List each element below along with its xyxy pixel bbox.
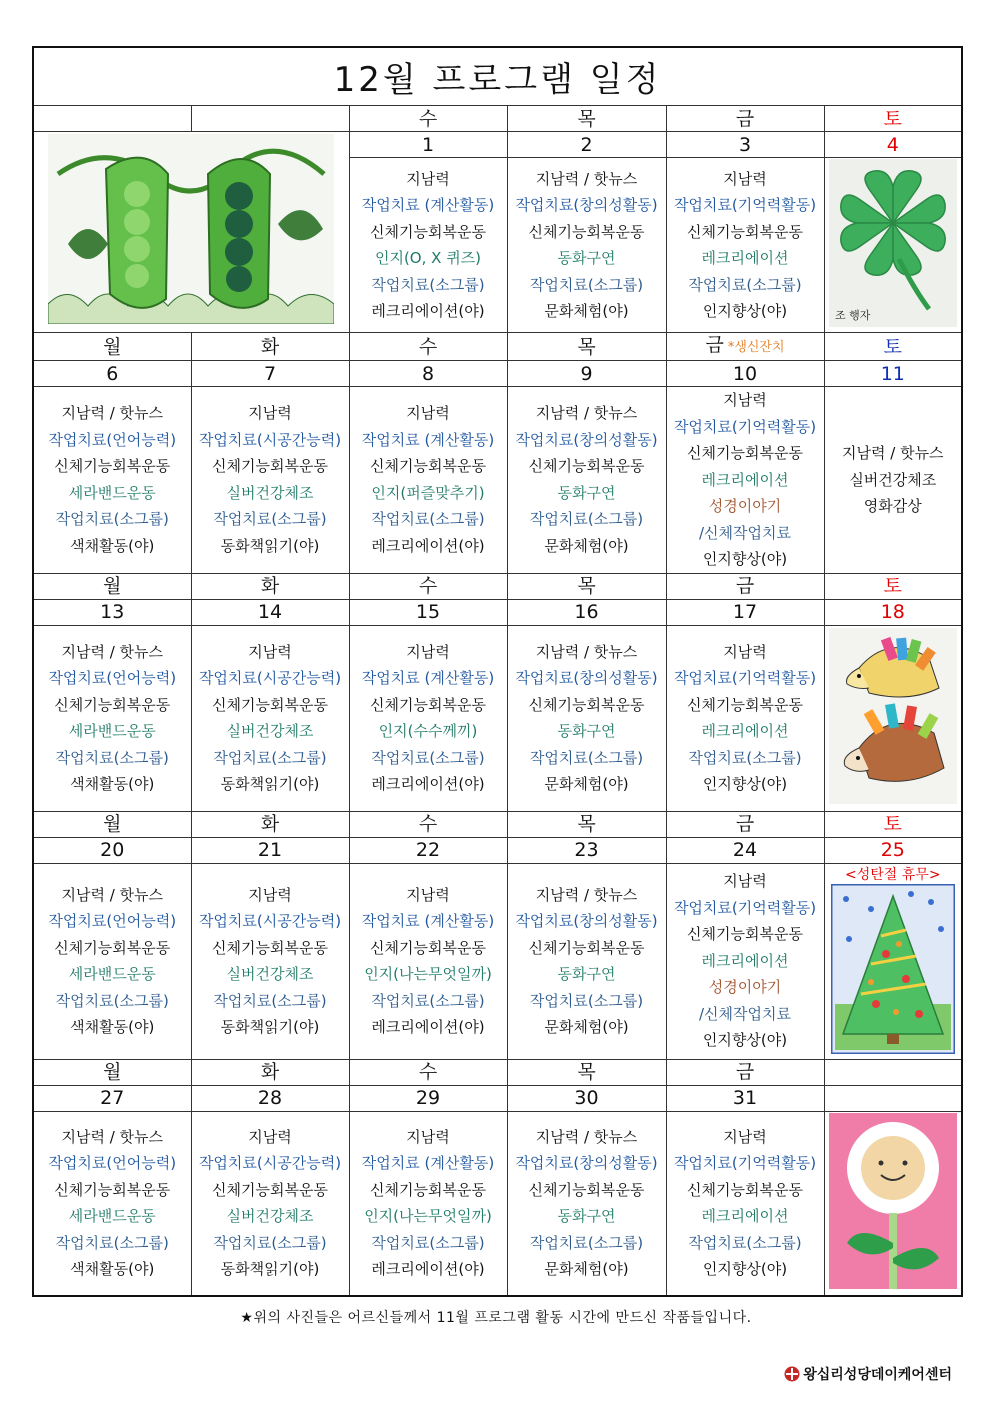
activity-item: 문화체험(야) — [544, 775, 629, 793]
weekday-label: 금 — [705, 334, 724, 356]
activity-item: 동화구연 — [557, 1207, 616, 1226]
activity-item: 지남력 / 핫뉴스 — [535, 1127, 638, 1146]
activity-item: 작업치료(소그룹) — [55, 1233, 169, 1252]
activity-item: 인지(나는무엇일까) — [364, 965, 492, 983]
date-cell: 24 — [666, 837, 824, 863]
activity-item: 작업치료(기억력활동) — [673, 669, 817, 687]
date-cell: 10 — [666, 361, 824, 387]
activity-item: 레크리에이션(야) — [371, 536, 485, 555]
weekday-cell: 월 — [33, 333, 191, 361]
activity-item: 신체기능회복운동 — [212, 695, 328, 714]
day-activities — [33, 387, 191, 574]
activity-item: 작업치료(소그룹) — [529, 275, 644, 294]
activity-item: 작업치료(소그룹) — [529, 510, 644, 529]
activity-item: 작업치료(소그룹) — [688, 748, 802, 767]
activity-item: 작업치료(언어능력) — [48, 912, 177, 930]
activity-item: 신체기능회복운동 — [54, 457, 171, 476]
activity-item: 작업치료(소그룹) — [213, 510, 327, 529]
artwork-hedgehog-photo — [824, 625, 962, 811]
activity-item: 레크리에이션(야) — [371, 1018, 485, 1036]
day-activities — [33, 863, 191, 1059]
hedgehog-artwork-image — [829, 628, 957, 804]
weekday-cell — [33, 106, 191, 132]
activity-item: 인지(O, X 퀴즈) — [374, 249, 482, 267]
peapod-artwork-image — [48, 134, 334, 324]
activity-item: 레크리에이션 — [701, 470, 789, 489]
weekday-cell: 화 — [191, 811, 349, 837]
activity-item: 지남력 — [723, 391, 767, 409]
activity-item: 신체기능회복운동 — [528, 695, 645, 714]
date-cell: 8 — [349, 361, 507, 387]
activity-item: 인지향상(야) — [702, 1031, 788, 1050]
activity-item: 인지향상(야) — [702, 302, 788, 320]
activity-item: 작업치료(소그룹) — [55, 991, 169, 1010]
activity-item: 신체기능회복운동 — [528, 222, 645, 241]
date-cell-saturday: 4 — [824, 132, 962, 158]
date-cell: 9 — [507, 361, 666, 387]
activity-item: 세라밴드운동 — [68, 965, 156, 983]
activity-item: 동화구연 — [557, 249, 616, 267]
day-activities — [666, 1111, 824, 1296]
activity-item: 작업치료(기억력활동) — [673, 417, 817, 436]
weekday-header-row — [33, 573, 962, 599]
activity-item: 지남력 — [723, 169, 767, 188]
date-cell: 27 — [33, 1085, 191, 1111]
activity-item: 지남력 / 핫뉴스 — [61, 1127, 164, 1146]
weekday-cell-saturday: 토 — [824, 333, 962, 361]
date-cell: 1 — [349, 132, 507, 158]
day-activities — [507, 863, 666, 1059]
activity-item: 지남력 / 핫뉴스 — [535, 642, 638, 661]
date-cell: 14 — [191, 599, 349, 625]
activity-item: 신체기능회복운동 — [370, 695, 486, 714]
activity-item: 작업치료(시공간능력) — [198, 669, 342, 687]
activity-item: 지남력 — [406, 1127, 450, 1146]
day-activities — [349, 158, 507, 333]
weekday-cell: 월 — [33, 1059, 191, 1085]
weekday-cell: 금 — [666, 811, 824, 837]
weekday-cell: 금 — [666, 573, 824, 599]
activity-item: 작업치료(소그룹) — [213, 748, 327, 767]
date-cell — [824, 1085, 962, 1111]
activity-item: 실버건강체조 — [226, 722, 314, 740]
activity-item: 세라밴드운동 — [68, 722, 156, 740]
date-cell: 6 — [33, 361, 191, 387]
activity-item: 지남력 / 핫뉴스 — [535, 404, 638, 423]
day-activities — [349, 625, 507, 811]
activity-item: 작업치료(소그룹) — [688, 275, 802, 294]
activity-row — [33, 1111, 962, 1296]
activity-item: 작업치료(소그룹) — [371, 1233, 485, 1252]
christmas-holiday-label: <성탄절 휴무> — [845, 866, 941, 883]
activity-item: 레크리에이션 — [701, 249, 789, 267]
activity-item: 작업치료(소그룹) — [55, 510, 169, 529]
activity-item: 성경이야기 — [708, 978, 782, 997]
date-cell: 17 — [666, 599, 824, 625]
day-activities — [191, 387, 349, 574]
date-cell: 16 — [507, 599, 666, 625]
date-cell: 23 — [507, 837, 666, 863]
activity-item: 지남력 — [406, 404, 450, 423]
date-cell: 31 — [666, 1085, 824, 1111]
activity-item: 지남력 — [248, 885, 292, 904]
weekday-cell: 화 — [191, 573, 349, 599]
activity-item: 작업치료(언어능력) — [48, 1154, 177, 1173]
activity-item: 작업치료(창의성활동) — [515, 1154, 658, 1173]
date-cell: 7 — [191, 361, 349, 387]
activity-item: 영화감상 — [863, 497, 922, 515]
activity-item: 신체기능회복운동 — [370, 1180, 486, 1199]
activity-item: 지남력 — [406, 169, 450, 188]
activity-item: 작업치료(언어능력) — [48, 669, 177, 687]
day-activities — [191, 625, 349, 811]
clover-artwork-image — [829, 159, 957, 327]
cross-logo-icon — [784, 1366, 800, 1382]
date-row — [33, 837, 962, 863]
activity-item: 지남력 — [248, 642, 292, 661]
date-row — [33, 1085, 962, 1111]
weekday-cell: 월 — [33, 811, 191, 837]
day-activities — [507, 387, 666, 574]
activity-item: 인지(나는무엇일까) — [364, 1207, 492, 1226]
date-cell: 29 — [349, 1085, 507, 1111]
date-cell: 21 — [191, 837, 349, 863]
activity-item: 작업치료(소그룹) — [371, 748, 485, 767]
artwork-flower-photo — [824, 1111, 962, 1296]
activity-item: 신체기능회복운동 — [212, 457, 328, 476]
day-activities — [349, 387, 507, 574]
activity-item: 작업치료(소그룹) — [55, 748, 169, 767]
activity-item: 신체기능회복운동 — [54, 695, 171, 714]
activity-item: 레크리에이션(야) — [371, 775, 485, 793]
activity-item: 작업치료 (계산활동) — [361, 912, 495, 930]
day-activities — [33, 1111, 191, 1296]
activity-item: 문화체험(야) — [544, 302, 629, 320]
activity-item: 색채활동(야) — [70, 775, 155, 793]
weekday-cell: 월 — [33, 573, 191, 599]
weekday-cell: 목 — [507, 573, 666, 599]
date-row — [33, 361, 962, 387]
day-activities — [507, 625, 666, 811]
activity-item: 신체기능회복운동 — [528, 1180, 645, 1199]
day-activities — [349, 1111, 507, 1296]
activity-item: 인지(수수께끼) — [378, 722, 478, 740]
activity-item: 지남력 / 핫뉴스 — [61, 885, 164, 904]
activity-item: 신체기능회복운동 — [687, 695, 803, 714]
activity-item: 작업치료(소그룹) — [213, 1233, 327, 1252]
activity-item: 신체기능회복운동 — [687, 925, 803, 944]
activity-item: 신체기능회복운동 — [528, 938, 645, 957]
day-activities — [824, 387, 962, 574]
activity-item: 작업치료(시공간능력) — [198, 912, 342, 930]
day-activities — [666, 158, 824, 333]
activity-row — [33, 625, 962, 811]
day-activities — [666, 625, 824, 811]
weekday-cell — [666, 333, 824, 361]
day-activities — [191, 1111, 349, 1296]
activity-item: 신체기능회복운동 — [687, 222, 803, 241]
date-cell: 28 — [191, 1085, 349, 1111]
activity-item: 작업치료(시공간능력) — [198, 1154, 342, 1173]
activity-item: 지남력 / 핫뉴스 — [842, 444, 944, 462]
activity-item: 지남력 / 핫뉴스 — [535, 169, 638, 188]
activity-item: 레크리에이션(야) — [371, 302, 485, 320]
activity-row — [33, 387, 962, 574]
activity-item: 인지(퍼즐맞추기) — [371, 483, 485, 502]
weekday-header-row — [33, 1059, 962, 1085]
date-cell: 22 — [349, 837, 507, 863]
date-cell: 15 — [349, 599, 507, 625]
activity-item: 문화체험(야) — [544, 1260, 629, 1279]
date-cell: 2 — [507, 132, 666, 158]
weekday-cell: 목 — [507, 106, 666, 132]
activity-item: 문화체험(야) — [544, 536, 629, 555]
activity-item: 신체기능회복운동 — [528, 457, 645, 476]
weekday-cell — [191, 106, 349, 132]
day-activities — [349, 863, 507, 1059]
activity-item: 실버건강체조 — [226, 483, 314, 502]
activity-item: 작업치료(언어능력) — [48, 430, 177, 449]
artwork-footnote: ★위의 사진들은 어르신들께서 11월 프로그램 활동 시간에 만드신 작품들입니다. — [240, 1310, 752, 1326]
weekday-cell: 수 — [349, 333, 507, 361]
weekday-cell-saturday: 토 — [824, 106, 962, 132]
activity-item: 동화책읽기(야) — [220, 775, 320, 793]
activity-item: 신체기능회복운동 — [212, 1180, 328, 1199]
weekday-header-row — [33, 811, 962, 837]
activity-item: 지남력 / 핫뉴스 — [61, 404, 164, 423]
activity-item: 작업치료(소그룹) — [213, 991, 327, 1010]
activity-item: 지남력 — [406, 885, 450, 904]
activity-item: 인지향상(야) — [702, 775, 788, 793]
date-cell: 3 — [666, 132, 824, 158]
activity-item: 신체기능회복운동 — [212, 938, 328, 957]
weekday-cell: 수 — [349, 1059, 507, 1085]
schedule-sheet — [32, 46, 961, 1297]
activity-item: 작업치료(창의성활동) — [515, 196, 658, 214]
activity-item: 작업치료(창의성활동) — [515, 430, 658, 449]
activity-item: 인지향상(야) — [702, 550, 788, 568]
activity-item: 레크리에이션 — [701, 1207, 789, 1226]
activity-item: 실버건강체조 — [849, 470, 937, 489]
activity-item: 신체기능회복운동 — [54, 938, 171, 957]
activity-item: 작업치료(소그룹) — [371, 991, 485, 1010]
activity-item: 동화책읽기(야) — [220, 1018, 320, 1036]
weekday-cell — [824, 1059, 962, 1085]
center-brand — [784, 1364, 952, 1384]
weekday-cell: 금 — [666, 1059, 824, 1085]
weekday-header-row — [33, 106, 962, 132]
date-row — [33, 132, 962, 158]
activity-item: 실버건강체조 — [226, 1207, 314, 1226]
activity-item: 작업치료(소그룹) — [688, 1233, 802, 1252]
activity-item: 색채활동(야) — [70, 536, 155, 555]
activity-item: /신체작업치료 — [699, 523, 791, 542]
activity-item: 작업치료(기억력활동) — [673, 898, 817, 917]
activity-item: 신체기능회복운동 — [54, 1180, 171, 1199]
date-row — [33, 599, 962, 625]
activity-item: 작업치료 (계산활동) — [361, 669, 495, 687]
activity-item: 지남력 — [723, 1127, 767, 1146]
weekday-cell: 목 — [507, 1059, 666, 1085]
date-cell: 30 — [507, 1085, 666, 1111]
activity-item: 작업치료(기억력활동) — [673, 196, 817, 214]
activity-item: 문화체험(야) — [544, 1018, 629, 1036]
date-cell-saturday: 11 — [824, 361, 962, 387]
birthday-party-tag: *생신잔치 — [727, 340, 785, 355]
activity-item: 작업치료(창의성활동) — [515, 669, 658, 687]
activity-item: 동화책읽기(야) — [220, 536, 320, 555]
day-activities — [507, 158, 666, 333]
weekday-cell: 화 — [191, 333, 349, 361]
weekday-cell-saturday: 토 — [824, 811, 962, 837]
flower-artwork-image — [829, 1113, 957, 1289]
activity-item: 성경이야기 — [708, 497, 782, 515]
weekday-header-row — [33, 333, 962, 361]
activity-item: 지남력 — [248, 404, 292, 423]
activity-item: 작업치료(소그룹) — [529, 991, 644, 1010]
activity-item: 지남력 / 핫뉴스 — [535, 885, 638, 904]
page-title: 12월 프로그램 일정 — [33, 47, 962, 106]
weekday-cell: 금 — [666, 106, 824, 132]
date-cell: 13 — [33, 599, 191, 625]
date-cell-saturday: 25 — [824, 837, 962, 863]
activity-item: 작업치료 (계산활동) — [361, 196, 495, 214]
artwork-christmas-tree-photo — [824, 863, 962, 1059]
activity-item: 작업치료(소그룹) — [529, 1233, 644, 1252]
activity-item: 동화구연 — [557, 483, 616, 502]
activity-item: 신체기능회복운동 — [687, 1180, 803, 1199]
weekday-cell-saturday: 토 — [824, 573, 962, 599]
weekday-cell: 목 — [507, 333, 666, 361]
activity-item: 세라밴드운동 — [68, 1207, 156, 1226]
activity-item: 신체기능회복운동 — [370, 457, 486, 476]
activity-item: 작업치료(시공간능력) — [198, 430, 342, 449]
weekday-cell: 수 — [349, 106, 507, 132]
activity-item: 지남력 — [248, 1127, 292, 1146]
activity-item: 지남력 — [723, 642, 767, 661]
activity-item: 지남력 / 핫뉴스 — [61, 642, 164, 661]
activity-item: 지남력 — [406, 642, 450, 661]
date-cell: 20 — [33, 837, 191, 863]
activity-item: 작업치료 (계산활동) — [361, 1154, 495, 1173]
activity-item: 인지향상(야) — [702, 1260, 788, 1279]
activity-item: 작업치료(창의성활동) — [515, 912, 658, 930]
day-activities — [666, 387, 824, 574]
activity-item: 신체기능회복운동 — [370, 938, 486, 957]
artwork-signature: 조 행자 — [834, 309, 871, 322]
weekday-cell: 수 — [349, 811, 507, 837]
activity-item: 레크리에이션 — [701, 722, 789, 740]
activity-item: 레크리에이션(야) — [371, 1260, 485, 1279]
activity-item: 실버건강체조 — [226, 965, 314, 983]
activity-item: 색채활동(야) — [70, 1260, 155, 1279]
activity-item: 작업치료 (계산활동) — [361, 430, 495, 449]
activity-item: 작업치료(소그룹) — [371, 275, 485, 294]
activity-item: 작업치료(소그룹) — [371, 510, 485, 529]
activity-item: 신체기능회복운동 — [687, 444, 803, 462]
schedule-table — [32, 46, 963, 1297]
weekday-cell: 화 — [191, 1059, 349, 1085]
activity-item: /신체작업치료 — [699, 1004, 791, 1023]
day-activities — [33, 625, 191, 811]
weekday-cell: 목 — [507, 811, 666, 837]
day-activities — [191, 863, 349, 1059]
artwork-peapod-photo — [33, 132, 349, 333]
activity-row — [33, 863, 962, 1059]
activity-item: 색채활동(야) — [70, 1018, 155, 1036]
activity-item: 세라밴드운동 — [68, 483, 156, 502]
date-cell-saturday: 18 — [824, 599, 962, 625]
weekday-cell: 수 — [349, 573, 507, 599]
activity-item: 동화구연 — [557, 965, 616, 983]
christmas-tree-artwork-image — [831, 884, 955, 1054]
center-name: 왕십리성당데이케어센터 — [803, 1367, 952, 1383]
activity-item: 작업치료(기억력활동) — [673, 1154, 817, 1173]
day-activities — [666, 863, 824, 1059]
activity-item: 작업치료(소그룹) — [529, 748, 644, 767]
activity-item: 지남력 — [723, 872, 767, 891]
activity-item: 동화책읽기(야) — [220, 1260, 320, 1279]
activity-item: 동화구연 — [557, 722, 616, 740]
day-activities — [507, 1111, 666, 1296]
activity-item: 신체기능회복운동 — [370, 222, 486, 241]
activity-item: 레크리에이션 — [701, 951, 789, 970]
artwork-clover-photo — [824, 158, 962, 333]
